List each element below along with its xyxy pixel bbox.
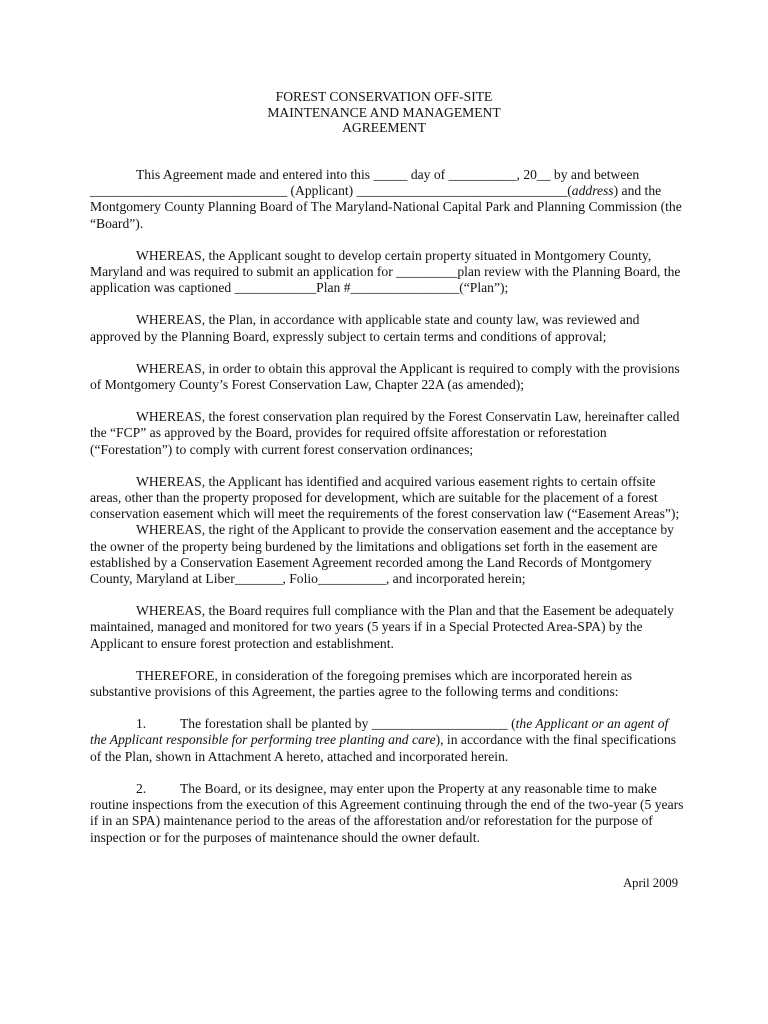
whereas-paragraph-7: WHEREAS, the Board requires full compliance with the Plan and that the Easement be adequately maintained, managed and monitored for two years (5 years if in a Special Protected Area-SPA) by the Applicant to ensure forest protection and establishment.: [90, 603, 674, 651]
whereas-paragraph-1: WHEREAS, the Applicant sought to develop certain property situated in Montgomery County, Maryland and was required to submit an application for _________plan review with the Planning Board, the application was captioned ____________Plan #________________(“Plan”);: [90, 247, 681, 296]
numbered-item-1: [90, 716, 686, 765]
whereas-paragraph-6: WHEREAS, the right of the Applicant to provide the conservation easement and the acceptance by the owner of the property being burdened by the limitations and obligations set forth in the easement are established by a Conservation Easement Agreement recorded among the Land Records of Montgomery County, Maryland at Liber_______, Folio__________, and incorporated herein;: [90, 522, 674, 587]
title-line-2: MAINTENANCE AND MANAGEMENT: [267, 104, 501, 120]
document-title: [0, 89, 768, 136]
item-1-text-b: ), in accordance with the final specifications of the Plan, shown in Attachment A hereto, attached and incorporated herein.: [90, 732, 677, 764]
whereas-paragraph-3: WHEREAS, in order to obtain this approval the Applicant is required to comply with the provisions of Montgomery County’s Forest Conservation Law, Chapter 22A (as amended);: [90, 360, 680, 393]
item-1-text-italic: the Applicant or an agent of the Applicant responsible for performing tree planting and care: [90, 716, 669, 748]
numbered-item-2: [90, 781, 686, 846]
item-2-text: The Board, or its designee, may enter upon the Property at any reasonable time to make routine inspections from the execution of this Agreement continuing through the end of the two-year (5 years if in an SPA) maintenance period to the areas of the afforestation and/or reforestation for the purpose of inspection or for the purposes of maintenance should the owner default.: [90, 780, 684, 845]
intro-rest: and the Montgomery County Planning Board of The Maryland-National Capital Park and Planning Commission (the “Board”).: [90, 183, 682, 231]
intro-line-2-a: _____________________________ (Applicant) _______________________________(: [90, 183, 572, 199]
intro-line-2: [90, 183, 618, 199]
intro-line-1: This Agreement made and entered into this _____ day of __________, 20__ by and between: [136, 167, 640, 182]
whereas-paragraph-5: WHEREAS, the Applicant has identified and acquired various easement rights to certain offsite areas, other than the property proposed for development, which are suitable for the placement of a forest conservation easement which will meet the requirements of the forest conservation law (“Easement Areas”);: [90, 473, 680, 522]
intro-paragraph: [90, 167, 686, 232]
intro-line-2-b: ): [613, 183, 619, 199]
title-line-3: AGREEMENT: [342, 120, 426, 135]
item-number-1: 1.: [136, 716, 147, 732]
title-line-1: FOREST CONSERVATION OFF-SITE: [275, 89, 493, 104]
document-body: [90, 167, 686, 862]
therefore-paragraph: THEREFORE, in consideration of the foregoing premises which are incorporated herein as substantive provisions of this Agreement, the parties agree to the following terms and conditions:: [90, 667, 633, 700]
intro-address-label: address: [571, 183, 614, 199]
whereas-paragraph-4: WHEREAS, the forest conservation plan required by the Forest Conservatin Law, hereinafter called the “FCP” as approved by the Board, provides for required offsite afforestation or reforestation (“Forestation”) to comply with current forest conservation ordinances;: [90, 409, 680, 457]
footer-date: April 2009: [623, 876, 678, 890]
item-1-text-a: The forestation shall be planted by ____________________ (: [180, 716, 516, 732]
whereas-paragraph-2: WHEREAS, the Plan, in accordance with applicable state and county law, was reviewed and approved by the Planning Board, expressly subject to certain terms and conditions of approval;: [90, 312, 640, 344]
item-number-2: 2.: [136, 780, 147, 796]
